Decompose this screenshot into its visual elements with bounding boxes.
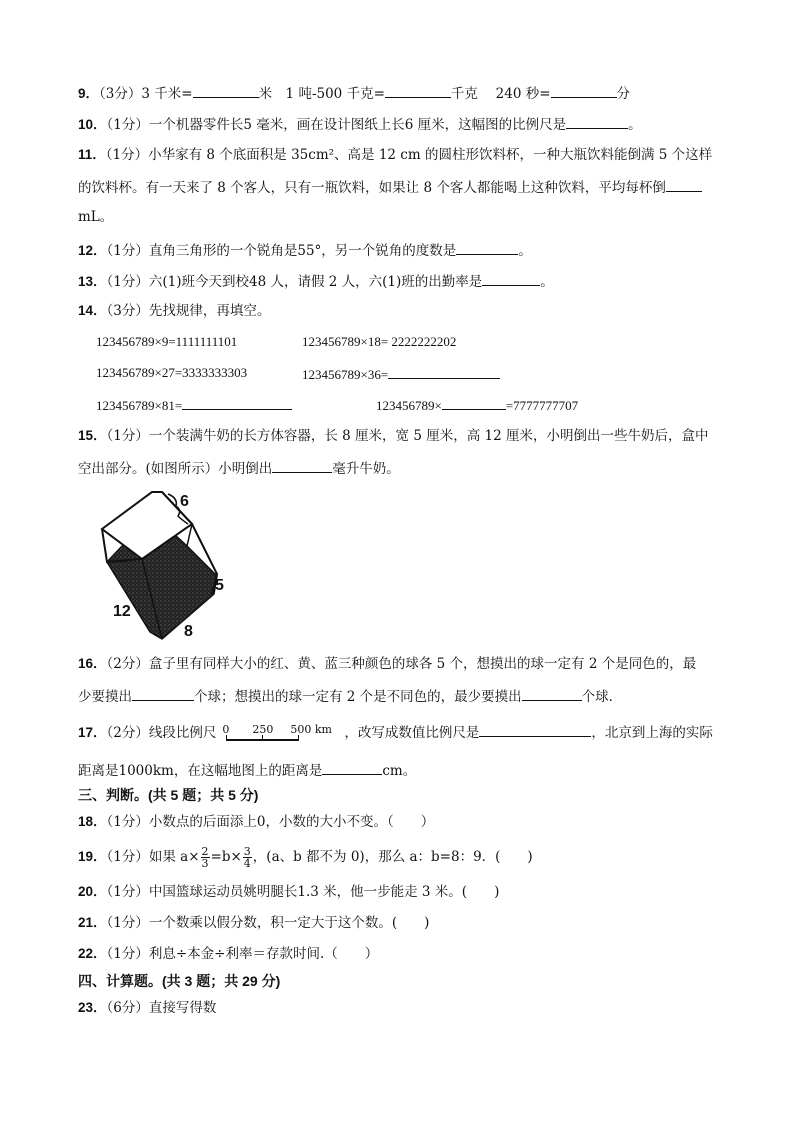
points: （1分） (105, 147, 149, 163)
question-number: 16． (78, 656, 107, 671)
equation-2: 123456789×18= 2222222202 (302, 334, 457, 349)
question-17-line-2 (78, 760, 416, 780)
question-number: 9． (78, 86, 100, 101)
equation-6 (376, 395, 578, 415)
label-5: 5 (215, 577, 224, 594)
answer-blank[interactable] (132, 686, 194, 701)
question-text: 一个机器零件长5 毫米，画在设计图纸上长6 厘米，这幅图的比例尺是 (148, 117, 567, 133)
question-15 (78, 427, 708, 445)
answer-blank[interactable] (193, 83, 259, 98)
section-3-title: 三、判断。(共 5 题；共 5 分) (78, 787, 259, 803)
question-18 (78, 813, 434, 831)
question-text: 直角三角形的一个锐角是55°，另一个锐角的度数是 (148, 243, 457, 259)
question-text: 少要摸出 (78, 689, 132, 705)
question-text: 距离是1000km，在这幅地图上的距离是 (78, 763, 323, 779)
question-14 (78, 302, 270, 320)
scale-label-0: 0 (222, 722, 230, 736)
question-text: 小数点的后面添上0，小数的大小不变。（ ） (148, 814, 435, 830)
answer-blank[interactable] (385, 83, 451, 98)
points: （6分） (106, 1000, 149, 1016)
points: （1分） (106, 428, 149, 444)
question-text: 千克 240 秒= (450, 86, 551, 102)
question-number: 23． (78, 1000, 107, 1015)
answer-blank[interactable] (666, 177, 702, 192)
scale-label-250: 250 (252, 722, 274, 736)
question-text: 直接写得数 (148, 1000, 217, 1016)
question-16-line-2 (78, 686, 622, 706)
question-number: 21． (78, 915, 107, 930)
question-12 (78, 240, 532, 260)
question-10 (78, 114, 642, 134)
question-text: 小华家有 8 个底面积是 35cm²、高是 12 cm 的圆柱形饮料杯，一种大瓶饮料能倒满 5 个这样 (148, 147, 713, 163)
answer-blank[interactable] (482, 271, 540, 286)
equation-text: 123456789×36= (302, 367, 389, 382)
question-text: 如果 a× (148, 849, 200, 865)
scale-label-500: 500 km (290, 722, 332, 736)
question-text: 3 千米= (141, 86, 193, 102)
question-11-line-3 (78, 208, 113, 226)
equation-text: =7777777707 (505, 398, 579, 413)
answer-blank[interactable] (551, 83, 617, 98)
answer-blank[interactable] (442, 395, 506, 410)
question-text: ，(a、b 都不为 0)，那么 a：b=8：9．( ) (252, 849, 533, 865)
question-number: 12． (78, 243, 107, 258)
denominator: 3 (201, 857, 209, 870)
scale-tick (226, 735, 227, 741)
question-number: 11． (78, 147, 106, 162)
question-11-line-2 (78, 177, 702, 197)
question-text: 个球． (581, 689, 623, 705)
question-22 (78, 945, 378, 963)
points: （1分） (106, 849, 149, 865)
points: （1分） (106, 117, 149, 133)
question-16 (78, 655, 696, 673)
answer-blank[interactable] (182, 395, 292, 410)
points: （1分） (106, 274, 149, 290)
fraction-3-4 (243, 846, 252, 869)
question-13 (78, 271, 554, 291)
question-text: mL。 (78, 209, 114, 225)
question-15-line-2 (78, 458, 400, 478)
question-text: cm。 (382, 763, 417, 779)
question-text: 一个数乘以假分数，积一定大于这个数。( ) (148, 915, 430, 931)
question-text: 的饮料杯。有一天来了 8 个客人，只有一瓶饮料，如果让 8 个客人都能喝上这种饮料，平均每杯倒 (78, 180, 666, 196)
equation-text: 123456789×81= (96, 398, 183, 413)
question-text: =b× (210, 849, 242, 865)
points: （2分） (106, 725, 149, 741)
answer-blank[interactable] (522, 686, 582, 701)
question-text: 盒子里有同样大小的红、黄、蓝三种颜色的球各 5 个，想摸出的球一定有 2 个是同色的，最 (148, 656, 697, 672)
question-number: 18． (78, 814, 107, 829)
question-number: 15． (78, 428, 107, 443)
answer-blank[interactable] (456, 240, 518, 255)
points: （2分） (106, 656, 149, 672)
question-23 (78, 999, 216, 1017)
question-text: 先找规律，再填空。 (148, 303, 271, 319)
answer-blank[interactable] (566, 114, 628, 129)
question-text: 个球；想摸出的球一定有 2 个是不同色的，最少要摸出 (194, 689, 522, 705)
denominator: 4 (243, 857, 251, 870)
question-text: 米 1 吨-500 千克= (258, 86, 385, 102)
equation-1: 123456789×9=1111111101 (96, 334, 238, 349)
answer-blank[interactable] (322, 760, 382, 775)
milk-fill (107, 534, 217, 639)
answer-blank[interactable] (479, 722, 591, 737)
question-number: 22． (78, 946, 107, 961)
question-text: 线段比例尺 (148, 725, 217, 741)
fraction-2-3 (201, 846, 210, 869)
points: （3分） (106, 303, 149, 319)
question-text: 分 (616, 86, 631, 102)
section-4-title: 四、计算题。(共 3 题；共 29 分) (78, 973, 281, 989)
equation-4 (302, 364, 500, 384)
question-number: 17． (78, 725, 107, 740)
question-text: ，北京到上海的实际 (591, 725, 713, 741)
points: （1分） (106, 243, 149, 259)
points: （1分） (106, 814, 149, 830)
answer-blank[interactable] (388, 364, 500, 379)
scale-tick (298, 735, 299, 741)
label-12: 12 (113, 603, 131, 620)
question-text: 利息÷本金÷利率＝存款时间.（ ） (148, 946, 379, 962)
label-6: 6 (180, 493, 189, 510)
numerator: 2 (201, 845, 209, 858)
question-20 (78, 883, 499, 901)
question-text: ，改写成数值比例尺是 (344, 725, 480, 741)
question-number: 10． (78, 117, 107, 132)
question-number: 19． (78, 849, 107, 864)
question-text: 。 (628, 117, 642, 133)
question-21 (78, 914, 429, 932)
numerator: 3 (243, 845, 251, 858)
question-9 (78, 83, 630, 103)
points: （3分） (99, 86, 142, 102)
equation-text: 123456789× (376, 398, 442, 413)
question-17 (78, 722, 713, 745)
question-number: 20． (78, 884, 107, 899)
answer-blank[interactable] (272, 458, 332, 473)
points: （1分） (106, 946, 149, 962)
label-8: 8 (184, 623, 193, 640)
question-text: 六(1)班今天到校48 人，请假 2 人，六(1)班的出勤率是 (148, 274, 483, 290)
question-text: 中国篮球运动员姚明腿长1.3 米，他一步能走 3 米。( ) (148, 884, 500, 900)
question-text: 。 (518, 243, 532, 259)
milk-box-figure (92, 484, 242, 644)
question-number: 13． (78, 274, 107, 289)
question-19 (78, 846, 533, 869)
question-text: 毫升牛奶。 (332, 461, 400, 477)
question-text: 。 (540, 274, 554, 290)
line-segment-scale (220, 723, 340, 745)
question-11 (78, 146, 712, 164)
question-number: 14． (78, 303, 107, 318)
equation-3: 123456789×27=3333333303 (96, 365, 248, 380)
question-text: 一个装满牛奶的长方体容器，长 8 厘米，宽 5 厘米，高 12 厘米，小明倒出一些牛奶后，盒中 (148, 428, 709, 444)
points: （1分） (106, 915, 149, 931)
points: （1分） (106, 884, 149, 900)
equation-5 (96, 395, 292, 415)
scale-tick (262, 735, 263, 741)
question-text: 空出部分。(如图所示）小明倒出 (78, 461, 273, 477)
